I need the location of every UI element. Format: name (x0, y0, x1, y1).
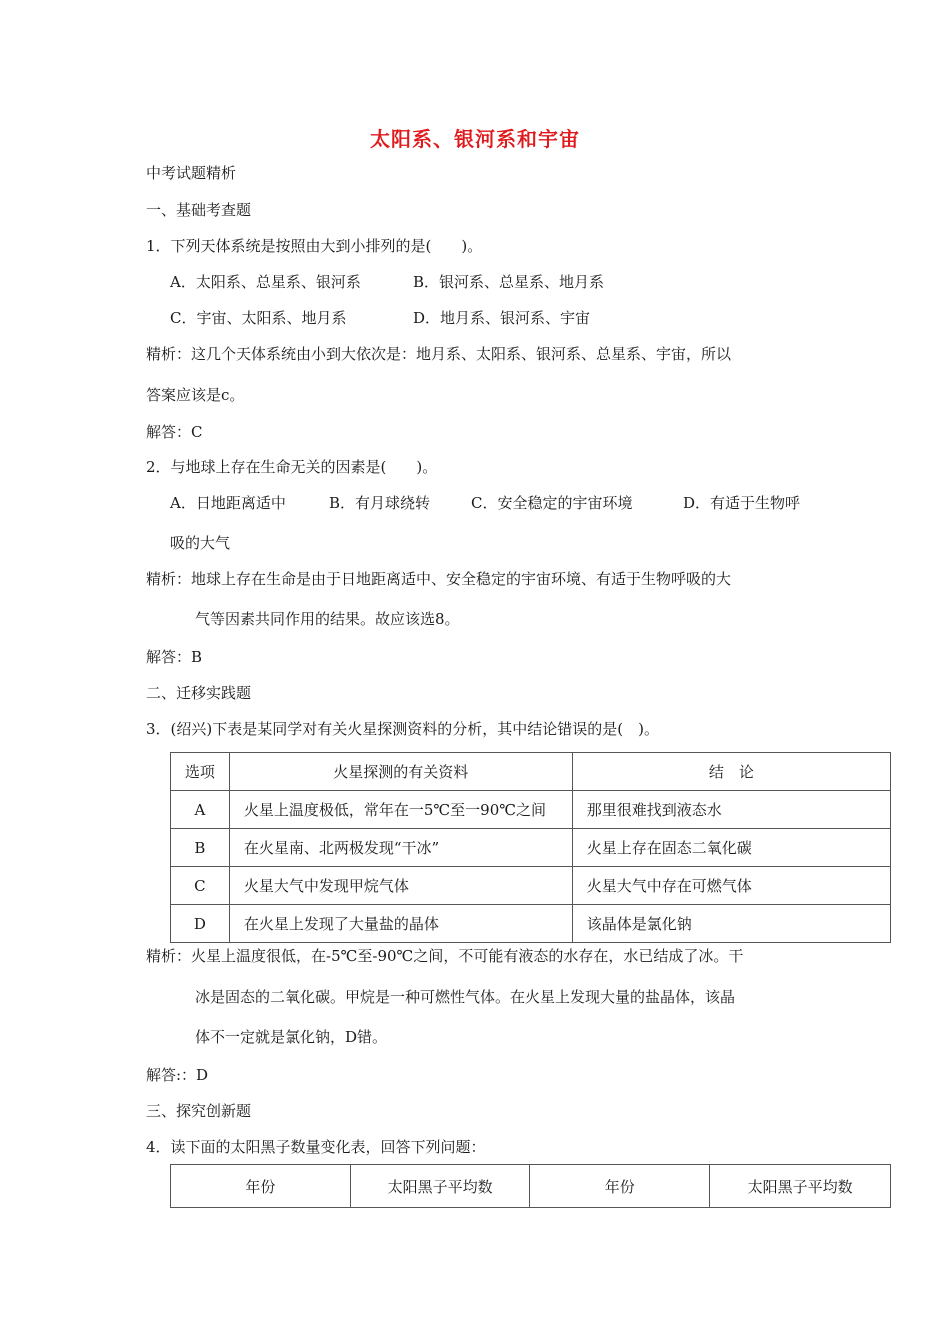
table-header-cell: 年份 (530, 1165, 710, 1208)
section-heading-3: 三、探究创新题 (146, 1102, 252, 1120)
sunspot-table (170, 1164, 891, 1208)
question-3-analysis-line-1: 精析：火星上温度很低，在-5℃至-90℃之间，不可能有液态的水存在，水已结成了冰。干 (146, 947, 744, 965)
question-3-analysis-line-2: 冰是固态的二氧化碳。甲烷是一种可燃性气体。在火星上发现大量的盐晶体，该晶 (195, 988, 736, 1006)
question-1-analysis-line-1: 精析：这几个天体系统由小到大依次是：地月系、太阳系、银河系、总星系、宇宙，所以 (146, 345, 732, 363)
question-1-option-a: A．太阳系、总星系、银河系 (170, 273, 361, 291)
table-cell-data: 在火星南、北两极发现“干冰” (229, 829, 572, 867)
question-1-analysis-line-2: 答案应该是c。 (146, 386, 245, 404)
question-3-answer: 解答:：D (146, 1066, 209, 1084)
page-title: 太阳系、银河系和宇宙 (370, 127, 580, 151)
question-2-answer: 解答：B (146, 648, 203, 666)
section-heading-2: 二、迁移实践题 (146, 684, 252, 702)
table-cell-conclusion: 火星大气中存在可燃气体 (572, 867, 890, 905)
table-row (171, 829, 891, 867)
question-2-option-c: C．安全稳定的宇宙环境 (471, 494, 633, 512)
table-cell-conclusion: 那里很难找到液态水 (572, 791, 890, 829)
subtitle: 中考试题精析 (146, 164, 237, 182)
question-4-stem: 4．读下面的太阳黑子数量变化表，回答下列问题： (146, 1138, 486, 1156)
question-2-option-d: D．有适于生物呼 (683, 494, 801, 512)
question-2-analysis-line-2: 气等因素共同作用的结果。故应该选8。 (195, 610, 460, 628)
table-header-cell: 太阳黑子平均数 (710, 1165, 891, 1208)
table-header-cell: 结 论 (572, 753, 890, 791)
table-header-row (171, 753, 891, 791)
table-cell-option: C (171, 867, 230, 905)
table-cell-option: A (171, 791, 230, 829)
mars-data-table (170, 752, 891, 943)
table-cell-data: 在火星上发现了大量盐的晶体 (229, 905, 572, 943)
table-cell-data: 火星大气中发现甲烷气体 (229, 867, 572, 905)
question-2-option-b: B．有月球绕转 (329, 494, 431, 512)
table-cell-conclusion: 该晶体是氯化钠 (572, 905, 890, 943)
section-heading-1: 一、基础考查题 (146, 201, 252, 219)
question-1-answer: 解答：C (146, 423, 203, 441)
table-cell-option: B (171, 829, 230, 867)
table-header-cell: 选项 (171, 753, 230, 791)
question-1-option-d: D．地月系、银河系、宇宙 (413, 309, 591, 327)
question-1-stem: 1．下列天体系统是按照由大到小排列的是( )。 (146, 237, 483, 255)
question-1-option-b: B．银河系、总星系、地月系 (413, 273, 605, 291)
table-header-cell: 火星探测的有关资料 (229, 753, 572, 791)
table-header-row (171, 1165, 891, 1208)
table-row (171, 867, 891, 905)
table-header-cell: 年份 (171, 1165, 351, 1208)
question-3-stem: 3．(绍兴)下表是某同学对有关火星探测资料的分析，其中结论错误的是( )。 (146, 720, 659, 738)
question-2-analysis-line-1: 精析：地球上存在生命是由于日地距离适中、安全稳定的宇宙环境、有适于生物呼吸的大 (146, 570, 732, 588)
question-2-stem: 2．与地球上存在生命无关的因素是( )。 (146, 458, 438, 476)
question-1-option-c: C．宇宙、太阳系、地月系 (170, 309, 347, 327)
question-2-option-a: A．日地距离适中 (170, 494, 286, 512)
question-3-analysis-line-3: 体不一定就是氯化钠，D错。 (195, 1028, 388, 1046)
table-cell-option: D (171, 905, 230, 943)
table-cell-data: 火星上温度极低，常年在一5℃至一90℃之间 (229, 791, 572, 829)
table-row (171, 791, 891, 829)
table-cell-conclusion: 火星上存在固态二氧化碳 (572, 829, 890, 867)
table-row (171, 905, 891, 943)
question-2-option-d-continued: 吸的大气 (170, 534, 231, 552)
table-header-cell: 太阳黑子平均数 (350, 1165, 530, 1208)
